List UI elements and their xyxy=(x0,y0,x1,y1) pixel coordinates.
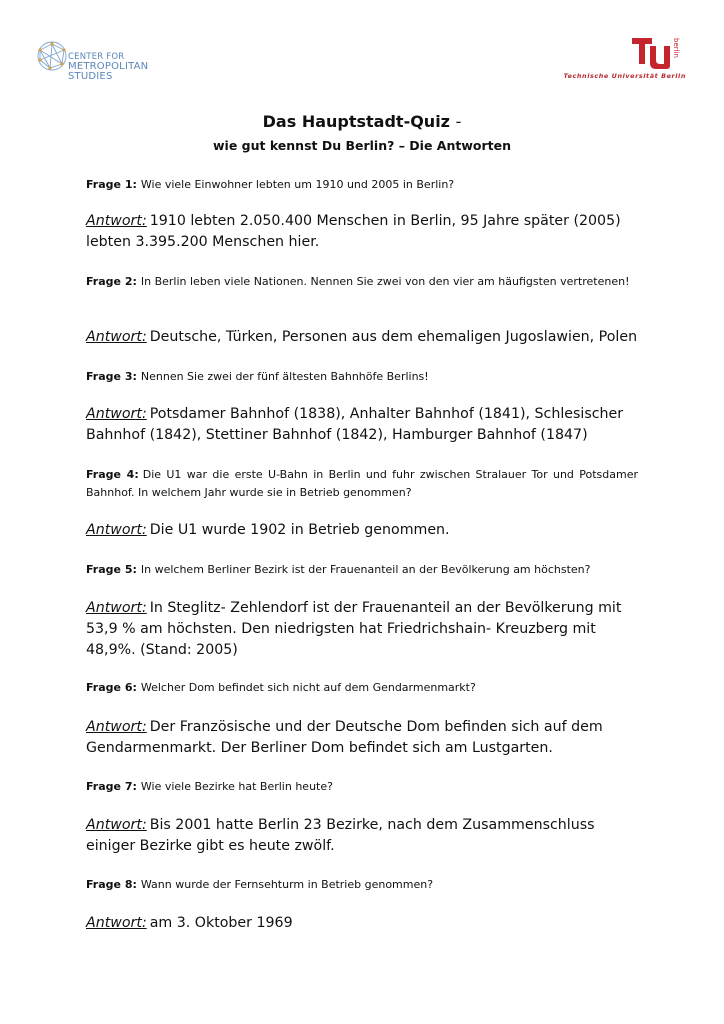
frage-label: Frage 2: xyxy=(86,275,137,288)
antwort-text: Bis 2001 hatte Berlin 23 Bezirke, nach dem Zusammenschluss einiger Bezirke gibt es heute zwölf. xyxy=(86,817,595,854)
antwort-label: Antwort: xyxy=(86,329,147,345)
frage-4 xyxy=(86,466,638,502)
frage-text: Nennen Sie zwei der fünf ältesten Bahnhöfe Berlins! xyxy=(140,370,429,383)
antwort-label: Antwort: xyxy=(86,213,147,229)
frage-label: Frage 6: xyxy=(86,681,137,694)
page-title xyxy=(0,112,724,131)
title-suffix: - xyxy=(455,112,462,131)
antwort-1 xyxy=(86,211,638,253)
antwort-label: Antwort: xyxy=(86,915,147,931)
frage-label: Frage 4: xyxy=(86,468,139,481)
frage-text: Wie viele Einwohner lebten um 1910 und 2005 in Berlin? xyxy=(140,178,455,191)
cms-logo-text xyxy=(68,53,148,82)
antwort-8 xyxy=(86,913,638,934)
frage-1 xyxy=(86,176,638,194)
frage-8 xyxy=(86,876,638,894)
tu-berlin-logo xyxy=(536,30,686,86)
frage-7 xyxy=(86,778,638,796)
frage-label: Frage 5: xyxy=(86,563,137,576)
antwort-text: Der Französische und der Deutsche Dom befinden sich auf dem Gendarmenmarkt. Der Berliner Dom befindet sich am Lustgarten. xyxy=(86,719,603,756)
frage-text: Wie viele Bezirke hat Berlin heute? xyxy=(140,780,333,793)
page-subtitle: wie gut kennst Du Berlin? – Die Antworten xyxy=(212,138,512,153)
antwort-6 xyxy=(86,717,638,759)
frage-label: Frage 7: xyxy=(86,780,137,793)
antwort-5 xyxy=(86,598,638,661)
antwort-2 xyxy=(86,327,638,348)
title-text: Das Hauptstadt-Quiz xyxy=(262,112,450,131)
antwort-text: am 3. Oktober 1969 xyxy=(149,915,293,931)
antwort-label: Antwort: xyxy=(86,817,147,833)
frage-label: Frage 3: xyxy=(86,370,137,383)
tu-berlin-vertical-text: berlin xyxy=(672,38,680,58)
frage-text: Die U1 war die erste U-Bahn in Berlin und fuhr zwischen Stralauer Tor und Potsdamer Bahnhof. In welchem Jahr wurde sie in Betrieb genommen? xyxy=(86,468,638,499)
antwort-text: In Steglitz- Zehlendorf ist der Frauenanteil an der Bevölkerung mit 53,9 % am höchsten. Den niedrigsten hat Friedrichshain- Kreuzberg mit 48,9%. (Stand: 2005) xyxy=(86,600,622,658)
frage-label: Frage 1: xyxy=(86,178,137,191)
frage-5 xyxy=(86,561,638,579)
antwort-3 xyxy=(86,404,638,446)
frage-2 xyxy=(86,273,638,291)
frage-6 xyxy=(86,679,638,697)
antwort-4 xyxy=(86,520,638,541)
frage-text: Wann wurde der Fernsehturm in Betrieb genommen? xyxy=(140,878,434,891)
tu-caption: Technische Universität Berlin xyxy=(563,72,686,80)
antwort-text: 1910 lebten 2.050.400 Menschen in Berlin, 95 Jahre später (2005) lebten 3.395.200 Menschen hier. xyxy=(86,213,621,250)
frage-text: In Berlin leben viele Nationen. Nennen Sie zwei von den vier am häufigsten vertretenen! xyxy=(140,275,630,288)
antwort-7 xyxy=(86,815,638,857)
cms-line2: METROPOLITAN xyxy=(68,60,149,72)
antwort-text: Die U1 wurde 1902 in Betrieb genommen. xyxy=(149,522,450,538)
frage-text: In welchem Berliner Bezirk ist der Frauenanteil an der Bevölkerung am höchsten? xyxy=(140,563,591,576)
antwort-text: Deutsche, Türken, Personen aus dem ehemaligen Jugoslawien, Polen xyxy=(149,329,638,345)
antwort-label: Antwort: xyxy=(86,600,147,616)
frage-label: Frage 8: xyxy=(86,878,137,891)
cms-logo xyxy=(32,32,149,92)
frage-text: Welcher Dom befindet sich nicht auf dem Gendarmenmarkt? xyxy=(140,681,476,694)
antwort-label: Antwort: xyxy=(86,719,147,735)
cms-line1: CENTER FOR xyxy=(68,51,125,62)
cms-line3: STUDIES xyxy=(68,70,113,82)
antwort-label: Antwort: xyxy=(86,406,147,422)
tu-logo-icon xyxy=(630,34,678,70)
frage-3 xyxy=(86,368,638,386)
antwort-label: Antwort: xyxy=(86,522,147,538)
antwort-text: Potsdamer Bahnhof (1838), Anhalter Bahnhof (1841), Schlesischer Bahnhof (1842), Stettiner Bahnhof (1842), Hamburger Bahnhof (1847) xyxy=(86,406,624,443)
